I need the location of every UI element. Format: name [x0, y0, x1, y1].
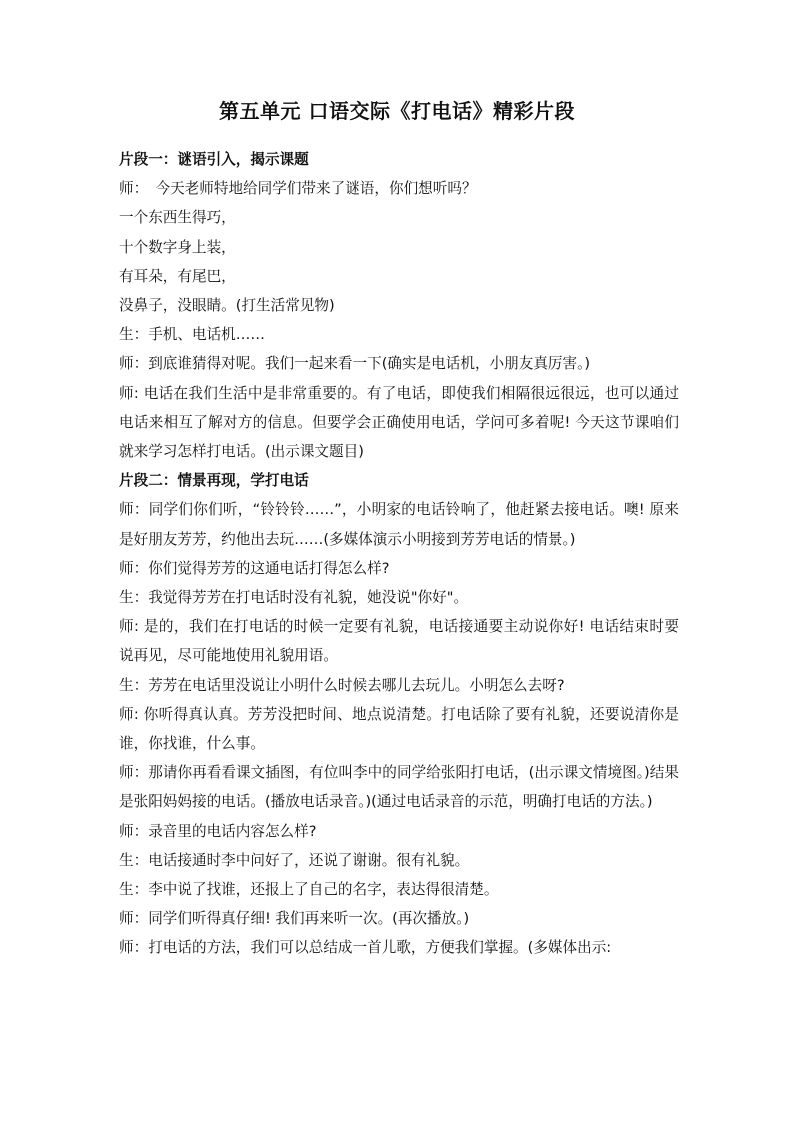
section-heading-1: 片段一：谜语引入，揭示课题	[119, 151, 309, 168]
paragraph: 十个数字身上装，	[119, 238, 236, 256]
paragraph: 生：电话接通时李中问好了，还说了谢谢。很有礼貌。	[119, 851, 470, 869]
paragraph: 师: 是的，我们在打电话的时候一定要有礼貌，电话接通要主动说你好! 电话结束时要说再见，尽可能地使用礼貌用语。	[119, 618, 679, 665]
paragraph: 师： 今天老师特地给同学们带来了谜语，你们想听吗？	[119, 180, 477, 198]
paragraph: 师: 电话在我们生活中是非常重要的。有了电话，即使我们相隔很远很远，也可以通过电话来相互了解对方的信息。但要学会正确使用电话，学问可多着呢! 今天这节课咱们就来学习怎样打电话。(出示课文题目)	[119, 384, 679, 461]
paragraph: 师：同学们你们听，“铃铃铃……”，小明家的电话铃响了，他赶紧去接电话。噢! 原来是好朋友芳芳，约他出去玩……(多媒体演示小明接到芳芳电话的情景。)	[119, 501, 679, 548]
paragraph: 师：录音里的电话内容怎么样?	[119, 822, 317, 840]
document-body	[119, 145, 679, 963]
paragraph: 有耳朵，有尾巴，	[119, 267, 236, 285]
paragraph: 师：到底谁猜得对呢。我们一起来看一下(确实是电话机，小朋友真厉害。)	[119, 355, 591, 373]
section-heading-2: 片段二：情景再现，学打电话	[119, 472, 309, 490]
paragraph: 生：李中说了找谁，还报上了自己的名字，表达得很清楚。	[119, 881, 499, 899]
paragraph: 没鼻子，没眼睛。(打生活常见物)	[119, 297, 335, 315]
document-title: 第五单元 口语交际《打电话》精彩片段	[219, 99, 575, 123]
paragraph: 师：打电话的方法，我们可以总结成一首儿歌，方便我们掌握。(多媒体出示:	[119, 939, 612, 957]
paragraph: 生：我觉得芳芳在打电话时没有礼貌，她没说"你好"。	[119, 589, 469, 607]
paragraph: 生：手机、电话机……	[119, 326, 265, 344]
paragraph: 师：你们觉得芳芳的这通电话打得怎么样?	[119, 559, 390, 577]
paragraph: 师：那请你再看看课文插图，有位叫李中的同学给张阳打电话，(出示课文情境图。)结果是张阳妈妈接的电话。(播放电话录音。)(通过电话录音的示范，明确打电话的方法。)	[119, 764, 679, 811]
paragraph: 师: 你听得真认真。芳芳没把时间、地点说清楚。打电话除了要有礼貌，还要说清你是谁，你找谁，什么事。	[119, 705, 679, 753]
paragraph: 一个东西生得巧，	[119, 209, 236, 227]
paragraph: 师：同学们听得真仔细! 我们再来听一次。(再次播放。)	[119, 910, 470, 928]
paragraph: 生：芳芳在电话里没说让小明什么时候去哪儿去玩儿。小明怎么去呀?	[119, 676, 565, 694]
